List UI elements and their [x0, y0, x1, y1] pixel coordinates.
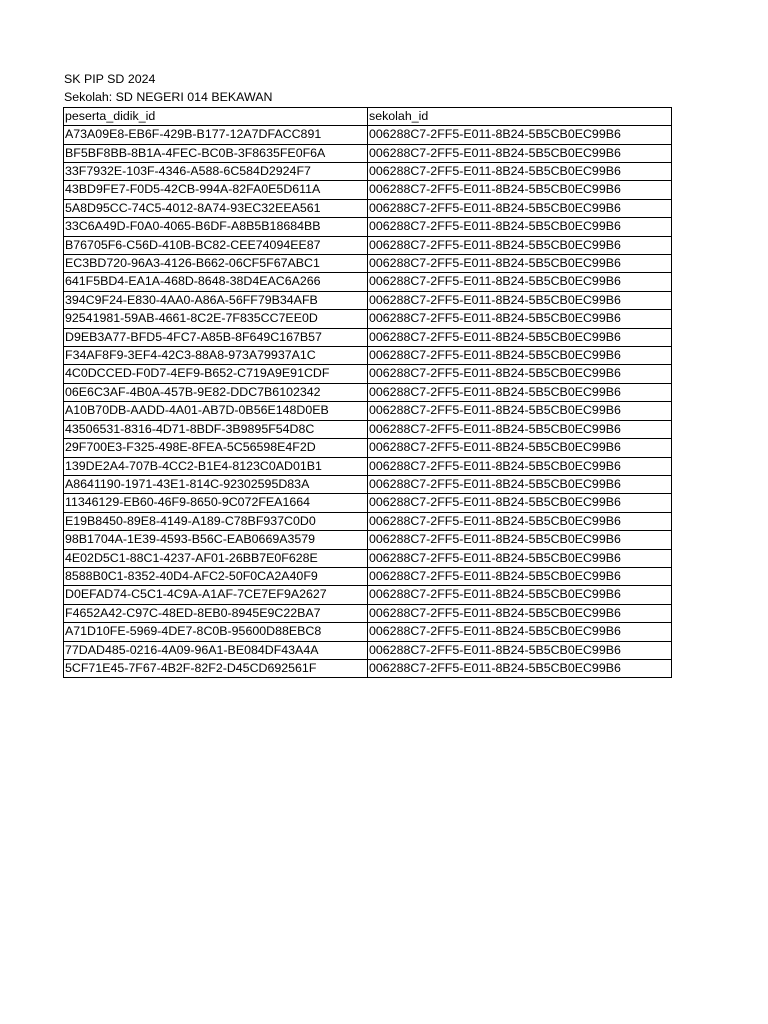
table-row — [64, 641, 672, 659]
table-row — [64, 144, 672, 162]
cell-sekolah-id: 006288C7-2FF5-E011-8B24-5B5CB0EC99B6 — [368, 383, 672, 401]
cell-sekolah-id: 006288C7-2FF5-E011-8B24-5B5CB0EC99B6 — [368, 420, 672, 438]
table-row — [64, 126, 672, 144]
cell-peserta-didik-id: 4E02D5C1-88C1-4237-AF01-26BB7E0F628E — [64, 549, 368, 567]
table-row — [64, 420, 672, 438]
cell-sekolah-id: 006288C7-2FF5-E011-8B24-5B5CB0EC99B6 — [368, 126, 672, 144]
table-row — [64, 255, 672, 273]
cell-peserta-didik-id: 394C9F24-E830-4AA0-A86A-56FF79B34AFB — [64, 291, 368, 309]
cell-sekolah-id: 006288C7-2FF5-E011-8B24-5B5CB0EC99B6 — [368, 402, 672, 420]
cell-peserta-didik-id: A10B70DB-AADD-4A01-AB7D-0B56E148D0EB — [64, 402, 368, 420]
cell-peserta-didik-id: 98B1704A-1E39-4593-B56C-EAB0669A3579 — [64, 531, 368, 549]
document-title: SK PIP SD 2024 — [64, 72, 156, 86]
cell-sekolah-id: 006288C7-2FF5-E011-8B24-5B5CB0EC99B6 — [368, 365, 672, 383]
cell-sekolah-id: 006288C7-2FF5-E011-8B24-5B5CB0EC99B6 — [368, 163, 672, 181]
cell-sekolah-id: 006288C7-2FF5-E011-8B24-5B5CB0EC99B6 — [368, 512, 672, 530]
cell-peserta-didik-id: 43BD9FE7-F0D5-42CB-994A-82FA0E5D611A — [64, 181, 368, 199]
cell-peserta-didik-id: A73A09E8-EB6F-429B-B177-12A7DFACC891 — [64, 126, 368, 144]
header-peserta-didik-id: peserta_didik_id — [64, 107, 368, 125]
table-row — [64, 659, 672, 677]
cell-sekolah-id: 006288C7-2FF5-E011-8B24-5B5CB0EC99B6 — [368, 291, 672, 309]
table-row — [64, 291, 672, 309]
cell-sekolah-id: 006288C7-2FF5-E011-8B24-5B5CB0EC99B6 — [368, 347, 672, 365]
cell-peserta-didik-id: 92541981-59AB-4661-8C2E-7F835CC7EE0D — [64, 310, 368, 328]
cell-peserta-didik-id: 33C6A49D-F0A0-4065-B6DF-A8B5B18684BB — [64, 218, 368, 236]
cell-peserta-didik-id: D9EB3A77-BFD5-4FC7-A85B-8F649C167B57 — [64, 328, 368, 346]
cell-peserta-didik-id: A71D10FE-5969-4DE7-8C0B-95600D88EBC8 — [64, 623, 368, 641]
table-row — [64, 567, 672, 585]
cell-peserta-didik-id: D0EFAD74-C5C1-4C9A-A1AF-7CE7EF9A2627 — [64, 586, 368, 604]
table-row — [64, 328, 672, 346]
table-row — [64, 365, 672, 383]
cell-peserta-didik-id: 11346129-EB60-46F9-8650-9C072FEA1664 — [64, 494, 368, 512]
table-row — [64, 623, 672, 641]
cell-sekolah-id: 006288C7-2FF5-E011-8B24-5B5CB0EC99B6 — [368, 457, 672, 475]
cell-sekolah-id: 006288C7-2FF5-E011-8B24-5B5CB0EC99B6 — [368, 328, 672, 346]
table-row — [64, 604, 672, 622]
table-row — [64, 402, 672, 420]
cell-sekolah-id: 006288C7-2FF5-E011-8B24-5B5CB0EC99B6 — [368, 181, 672, 199]
cell-peserta-didik-id: 33F7932E-103F-4346-A588-6C584D2924F7 — [64, 163, 368, 181]
school-line: Sekolah: SD NEGERI 014 BEKAWAN — [64, 90, 273, 105]
cell-sekolah-id: 006288C7-2FF5-E011-8B24-5B5CB0EC99B6 — [368, 439, 672, 457]
cell-sekolah-id: 006288C7-2FF5-E011-8B24-5B5CB0EC99B6 — [368, 310, 672, 328]
table-row — [64, 181, 672, 199]
header-sekolah-id: sekolah_id — [368, 107, 672, 125]
cell-peserta-didik-id: 139DE2A4-707B-4CC2-B1E4-8123C0AD01B1 — [64, 457, 368, 475]
table-header-row — [64, 107, 672, 125]
cell-sekolah-id: 006288C7-2FF5-E011-8B24-5B5CB0EC99B6 — [368, 604, 672, 622]
cell-sekolah-id: 006288C7-2FF5-E011-8B24-5B5CB0EC99B6 — [368, 475, 672, 493]
cell-sekolah-id: 006288C7-2FF5-E011-8B24-5B5CB0EC99B6 — [368, 586, 672, 604]
cell-sekolah-id: 006288C7-2FF5-E011-8B24-5B5CB0EC99B6 — [368, 659, 672, 677]
cell-sekolah-id: 006288C7-2FF5-E011-8B24-5B5CB0EC99B6 — [368, 199, 672, 217]
table-row — [64, 549, 672, 567]
cell-peserta-didik-id: EC3BD720-96A3-4126-B662-06CF5F67ABC1 — [64, 255, 368, 273]
table-row — [64, 218, 672, 236]
cell-peserta-didik-id: A8641190-1971-43E1-814C-92302595D83A — [64, 475, 368, 493]
table-row — [64, 439, 672, 457]
cell-peserta-didik-id: E19B8450-89E8-4149-A189-C78BF937C0D0 — [64, 512, 368, 530]
cell-peserta-didik-id: 43506531-8316-4D71-8BDF-3B9895F54D8C — [64, 420, 368, 438]
cell-sekolah-id: 006288C7-2FF5-E011-8B24-5B5CB0EC99B6 — [368, 531, 672, 549]
document-page — [63, 70, 672, 678]
cell-peserta-didik-id: 641F5BD4-EA1A-468D-8648-38D4EAC6A266 — [64, 273, 368, 291]
table-row — [64, 531, 672, 549]
table-row — [64, 310, 672, 328]
cell-sekolah-id: 006288C7-2FF5-E011-8B24-5B5CB0EC99B6 — [368, 549, 672, 567]
cell-sekolah-id: 006288C7-2FF5-E011-8B24-5B5CB0EC99B6 — [368, 236, 672, 254]
table-row — [64, 273, 672, 291]
cell-sekolah-id: 006288C7-2FF5-E011-8B24-5B5CB0EC99B6 — [368, 218, 672, 236]
table-row — [64, 199, 672, 217]
table-row — [64, 236, 672, 254]
cell-peserta-didik-id: 5A8D95CC-74C5-4012-8A74-93EC32EEA561 — [64, 199, 368, 217]
cell-sekolah-id: 006288C7-2FF5-E011-8B24-5B5CB0EC99B6 — [368, 623, 672, 641]
cell-peserta-didik-id: BF5BF8BB-8B1A-4FEC-BC0B-3F8635FE0F6A — [64, 144, 368, 162]
cell-peserta-didik-id: 29F700E3-F325-498E-8FEA-5C56598E4F2D — [64, 439, 368, 457]
cell-peserta-didik-id: 77DAD485-0216-4A09-96A1-BE084DF43A4A — [64, 641, 368, 659]
cell-sekolah-id: 006288C7-2FF5-E011-8B24-5B5CB0EC99B6 — [368, 144, 672, 162]
cell-peserta-didik-id: 06E6C3AF-4B0A-457B-9E82-DDC7B6102342 — [64, 383, 368, 401]
cell-sekolah-id: 006288C7-2FF5-E011-8B24-5B5CB0EC99B6 — [368, 273, 672, 291]
cell-peserta-didik-id: 8588B0C1-8352-40D4-AFC2-50F0CA2A40F9 — [64, 567, 368, 585]
table-row — [64, 494, 672, 512]
cell-sekolah-id: 006288C7-2FF5-E011-8B24-5B5CB0EC99B6 — [368, 494, 672, 512]
cell-sekolah-id: 006288C7-2FF5-E011-8B24-5B5CB0EC99B6 — [368, 255, 672, 273]
table-row — [64, 512, 672, 530]
cell-peserta-didik-id: 4C0DCCED-F0D7-4EF9-B652-C719A9E91CDF — [64, 365, 368, 383]
table-row — [64, 586, 672, 604]
cell-peserta-didik-id: 5CF71E45-7F67-4B2F-82F2-D45CD692561F — [64, 659, 368, 677]
cell-peserta-didik-id: B76705F6-C56D-410B-BC82-CEE74094EE87 — [64, 236, 368, 254]
cell-peserta-didik-id: F4652A42-C97C-48ED-8EB0-8945E9C22BA7 — [64, 604, 368, 622]
table-row — [64, 457, 672, 475]
table-row — [64, 163, 672, 181]
cell-sekolah-id: 006288C7-2FF5-E011-8B24-5B5CB0EC99B6 — [368, 567, 672, 585]
student-table — [63, 107, 672, 679]
table-row — [64, 475, 672, 493]
table-row — [64, 383, 672, 401]
table-body — [64, 126, 672, 678]
cell-peserta-didik-id: F34AF8F9-3EF4-42C3-88A8-973A79937A1C — [64, 347, 368, 365]
cell-sekolah-id: 006288C7-2FF5-E011-8B24-5B5CB0EC99B6 — [368, 641, 672, 659]
table-row — [64, 347, 672, 365]
